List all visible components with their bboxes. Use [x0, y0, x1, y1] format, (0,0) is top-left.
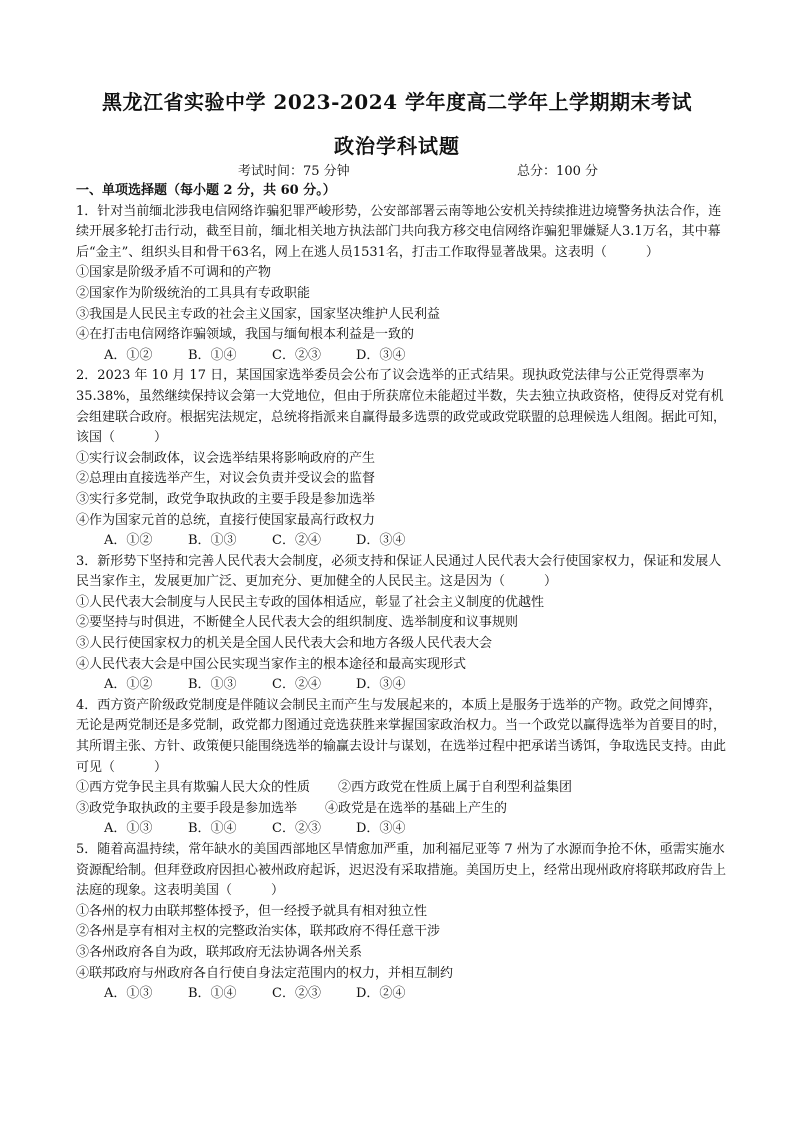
answer-c: C．②④ [272, 677, 321, 693]
statement-4: ④作为国家元首的总统，直接行使国家最高行政权力 [76, 512, 376, 528]
answer-d: D．②④ [356, 986, 406, 1002]
statement-3: ③我国是人民民主专政的社会主义国家，国家坚决维护人民利益 [76, 306, 441, 322]
answer-a: A．①③ [104, 821, 153, 837]
answer-a: A．①② [104, 677, 153, 693]
answer-choices [76, 819, 726, 840]
statement-3: ③实行多党制，政党争取执政的主要手段是参加选举 [76, 491, 376, 507]
answer-d: D．③④ [356, 347, 406, 363]
statement-3: ③人民行使国家权力的机关是全国人民代表大会和地方各级人民代表大会 [76, 636, 493, 652]
statement-2: ②总理由直接选举产生，对议会负责并受议会的监督 [76, 471, 376, 487]
question-3 [76, 552, 726, 696]
section-title: 一、单项选择题（每小题 2 分，共 60 分。） [76, 183, 336, 198]
question-4 [76, 696, 726, 840]
exam-meta [238, 160, 598, 179]
statement-4: ④政党是在选举的基础上产生的 [325, 800, 508, 816]
question-stem: 1．针对当前缅北涉我电信网络诈骗犯罪严峻形势，公安部部署云南等地公安机关持续推进边境警务执法合作，连续开展多轮打击行动，截至目前，缅北相关地方执法部门共向我方移交电信网络诈骗犯罪嫌疑人3.1万名，其中幕后“金主”、组织头目和骨干63名，网上在逃人员1531名，打击工作取得显著战果。这表明（ ） [76, 203, 722, 260]
statement-1: ①人民代表大会制度与人民民主专政的国体相适应，彰显了社会主义制度的优越性 [76, 594, 545, 610]
answer-b: B．①③ [188, 677, 237, 693]
answer-a: A．①② [104, 347, 153, 363]
statement-4: ④人民代表大会是中国公民实现当家作主的根本途径和最高实现形式 [76, 656, 467, 672]
answer-c: C．②④ [272, 533, 321, 549]
question-stem: 2．2023 年 10 月 17 日，某国国家选举委员会公布了议会选举的正式结果。现执政党法律与公正党得票率为 35.38%，虽然继续保持议会第一大党地位，但由于所获席位未能超过半数，失去独立执政资格，使得反对党有机会组建联合政府。根据宪法规定，总统将指派来自赢得最多选票的政党或政党联盟的总理候选人组阁。据此可知，该国（ ） [76, 368, 727, 446]
statement-2: ②西方政党在性质上属于自利型利益集团 [338, 780, 573, 796]
exam-time: 考试时间：75 分钟 [238, 164, 350, 179]
answer-a: A．①③ [104, 986, 153, 1002]
exam-total-score: 总分：100 分 [517, 164, 598, 179]
answer-d: D．③④ [356, 821, 406, 837]
statement-pair-2 [76, 799, 726, 820]
answer-choices [76, 346, 726, 367]
answer-choices [76, 984, 726, 1005]
statement-2: ②各州是享有相对主权的完整政治实体，联邦政府不得任意干涉 [76, 924, 441, 940]
question-1 [76, 202, 726, 367]
answer-d: D．③④ [356, 533, 406, 549]
answer-a: A．①② [104, 533, 153, 549]
statement-1: ①各州的权力由联邦整体授予，但一经授予就具有相对独立性 [76, 903, 428, 919]
exam-subtitle: 政治学科试题 [334, 134, 460, 158]
answer-c: C．②③ [272, 986, 321, 1002]
exam-title: 黑龙江省实验中学 2023-2024 学年度高二学年上学期期末考试 [101, 90, 693, 114]
answer-c: C．②③ [272, 347, 321, 363]
question-stem: 5．随着高温持续，常年缺水的美国西部地区旱情愈加严重，加利福尼亚等 7 州为了水源而争抢不休，亟需实施水资源配给制。但拜登政府因担心被州政府起诉，迟迟没有采取措施。美国历史上，经常出现州政府将联邦政府告上法庭的现象。这表明美国（ ） [76, 842, 727, 899]
statement-1: ①实行议会制政体，议会选举结果将影响政府的产生 [76, 450, 376, 466]
statement-3: ③政党争取执政的主要手段是参加选举 [76, 800, 298, 816]
statement-4: ④联邦政府与州政府各自行使自身法定范围内的权力，并相互制约 [76, 965, 454, 981]
answer-choices [76, 675, 726, 696]
answer-d: D．③④ [356, 677, 406, 693]
answer-choices [76, 531, 726, 552]
answer-b: B．①③ [188, 533, 237, 549]
answer-b: B．①④ [188, 986, 237, 1002]
answer-b: B．①④ [188, 821, 237, 837]
answer-c: C．②③ [272, 821, 321, 837]
question-stem: 3．新形势下坚持和完善人民代表大会制度，必须支持和保证人民通过人民代表大会行使国家权力，保证和发展人民当家作主，发展更加广泛、更加充分、更加健全的人民民主。这是因为（ ） [76, 553, 722, 590]
statement-1: ①国家是阶级矛盾不可调和的产物 [76, 265, 272, 281]
exam-content [76, 181, 726, 1005]
statement-1: ①西方党争民主具有欺骗人民大众的性质 [76, 780, 311, 796]
statement-3: ③各州政府各自为政，联邦政府无法协调各州关系 [76, 944, 363, 960]
question-stem: 4．西方资产阶级政党制度是伴随议会制民主而产生与发展起来的，本质上是服务于选举的产物。政党之间博弈，无论是两党制还是多党制，政党都力图通过竞选获胜来掌握国家政治权力。当一个政党以赢得选举为首要目的时，其所谓主张、方针、政策便只能围绕选举的输赢去设计与谋划，在选举过程中把承诺当诱饵，争取选民支持。由此可见（ ） [76, 697, 727, 775]
statement-4: ④在打击电信网络诈骗领域，我国与缅甸根本利益是一致的 [76, 327, 415, 343]
answer-b: B．①④ [188, 347, 237, 363]
statement-pair-1 [76, 778, 726, 799]
statement-2: ②国家作为阶级统治的工具具有专政职能 [76, 285, 311, 301]
question-2 [76, 366, 726, 551]
statement-2: ②要坚持与时俱进，不断健全人民代表大会的组织制度、选举制度和议事规则 [76, 615, 519, 631]
question-5 [76, 840, 726, 1005]
